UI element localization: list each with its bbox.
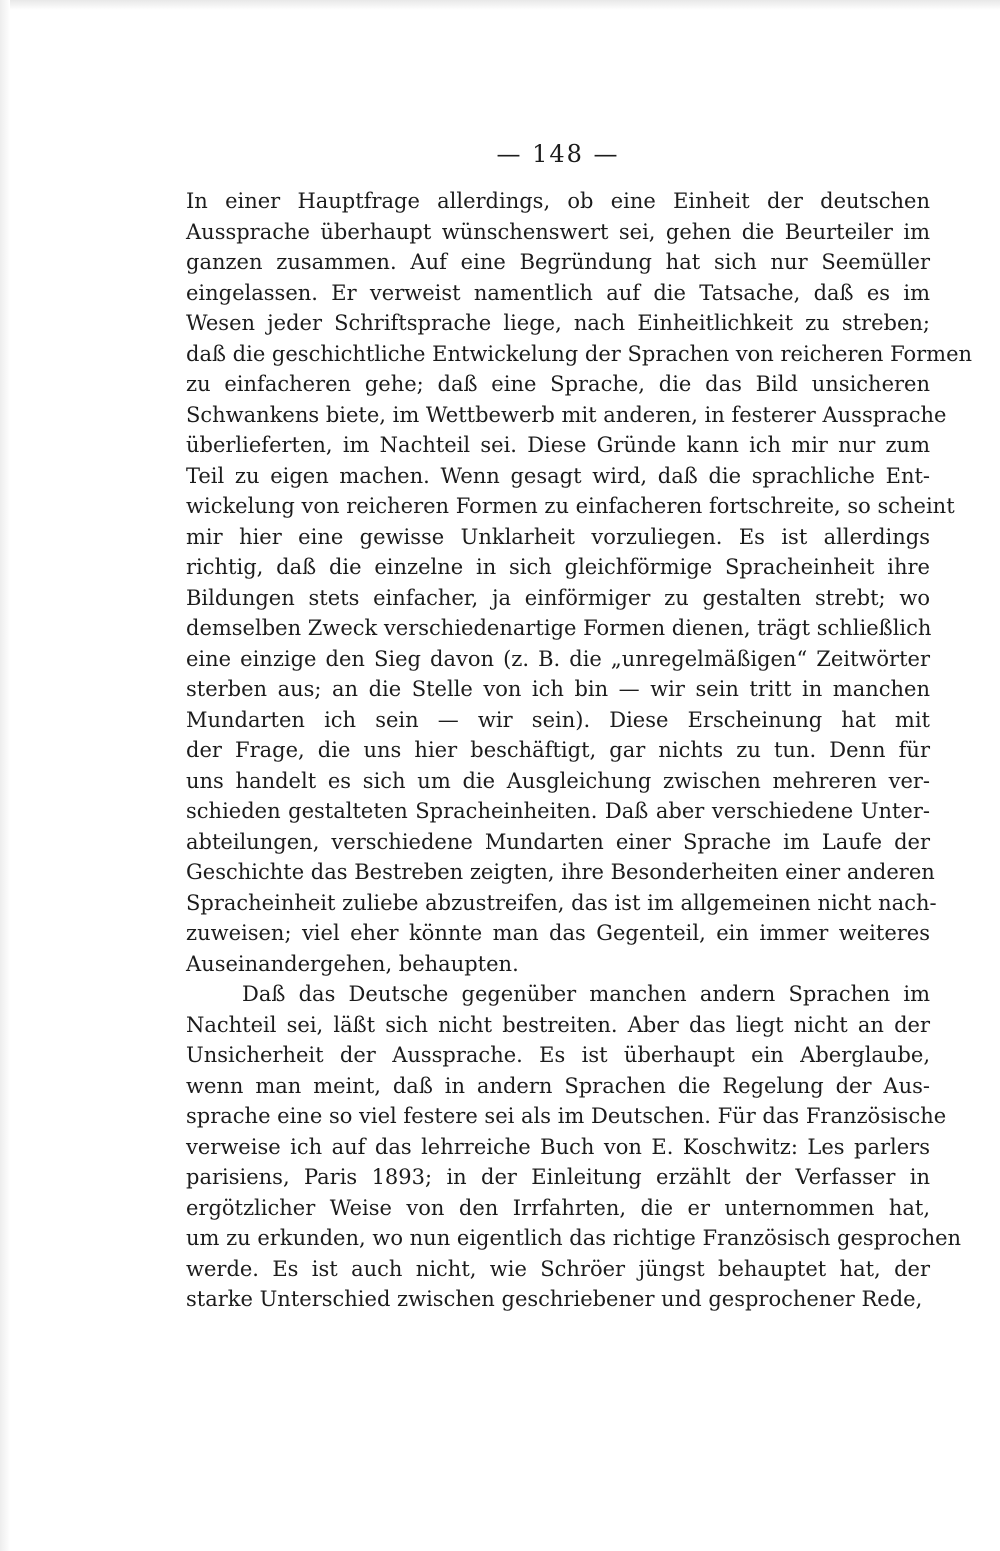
text-line: starke Unterschied zwischen geschriebener und gesprochener Rede, [186,1287,923,1311]
text-line: Daß das Deutsche gegenüber manchen andern Sprachen im [242,982,930,1006]
text-line: Bildungen stets einfacher, ja einförmiger zu gestalten strebt; wo [186,585,930,610]
text-line: zu einfacheren gehe; daß eine Sprache, die das Bild unsicheren [186,372,930,396]
text-line: eine einzige den Sieg davon (z. B. die „unregelmäßigen“ Zeitwörter [186,646,930,671]
text-line: daß die geschichtliche Entwickelung der Sprachen von reicheren Formen [186,341,973,366]
text-line: um zu erkunden, wo nun eigentlich das richtige Französisch gesprochen [186,1226,962,1250]
text-line: zuweisen; viel eher könnte man das Gegenteil, ein immer weiteres [186,921,930,945]
page-number: — 148 — [496,140,620,168]
text-line: eingelassen. Er verweist namentlich auf die Tatsache, daß es im [186,280,930,305]
text-line: wenn man meint, daß in andern Sprachen die Regelung der Aus- [186,1073,930,1098]
text-line: Teil zu eigen machen. Wenn gesagt wird, daß die sprachliche Ent- [186,463,930,488]
text-line: In einer Hauptfrage allerdings, ob eine Einheit der deutschen [186,189,930,213]
text-line: Nachteil sei, läßt sich nicht bestreiten. Aber das liegt nicht an der [186,1012,930,1037]
text-line: demselben Zweck verschiedenartige Formen dienen, trägt schließlich [186,616,932,640]
text-line: parisiens, Paris 1893; in der Einleitung erzählt der Verfasser in [186,1165,930,1189]
text-line: ganzen zusammen. Auf eine Begründung hat sich nur Seemüller [186,250,930,274]
text-line: Geschichte das Bestreben zeigten, ihre Besonderheiten einer anderen [186,860,935,884]
book-page [186,140,973,1315]
paragraph-2 [186,979,962,1315]
text-line: schieden gestalteten Spracheinheiten. Daß aber verschiedene Unter- [186,799,930,823]
text-line: sterben aus; an die Stelle von ich bin — wir sein tritt in manchen [186,677,930,701]
text-line: Wesen jeder Schriftsprache liege, nach Einheitlichkeit zu streben; [186,311,930,335]
text-line: Unsicherheit der Aussprache. Es ist überhaupt ein Aberglaube, [186,1043,930,1067]
text-line: überlieferten, im Nachteil sei. Diese Gründe kann ich mir nur zum [186,433,930,457]
text-line: der Frage, die uns hier beschäftigt, gar nichts zu tun. Denn für [186,738,930,762]
text-line: Aussprache überhaupt wünschenswert sei, gehen die Beurteiler im [186,219,930,244]
text-line: werde. Es ist auch nicht, wie Schröer jüngst behauptet hat, der [186,1256,930,1281]
paragraph-1 [186,186,973,979]
text-line: ergötzlicher Weise von den Irrfahrten, die er unternommen hat, [186,1195,930,1220]
text-line: richtig, daß die einzelne in sich gleichförmige Spracheinheit ihre [186,555,930,579]
text-line: verweise ich auf das lehrreiche Buch von E. Koschwitz: Les parlers [186,1134,930,1159]
text-line: Schwankens biete, im Wettbewerb mit anderen, in festerer Aussprache [186,402,947,427]
scan-edge-top [0,0,1000,10]
text-line: Spracheinheit zuliebe abzustreifen, das ist im allgemeinen nicht nach- [186,890,937,915]
text-line: uns handelt es sich um die Ausgleichung zwischen mehreren ver- [186,768,930,793]
text-line: sprache eine so viel festere sei als im Deutschen. Für das Französische [186,1104,947,1128]
scan-edge-left [0,0,10,1551]
text-line: Mundarten ich sein — wir sein). Diese Erscheinung hat mit [186,707,930,732]
text-line: wickelung von reicheren Formen zu einfacheren fortschreite, so scheint [186,494,955,518]
text-line: mir hier eine gewisse Unklarheit vorzuliegen. Es ist allerdings [186,524,930,549]
text-line: abteilungen, verschiedene Mundarten einer Sprache im Laufe der [186,829,930,854]
text-line: Auseinandergehen, behaupten. [186,951,519,976]
